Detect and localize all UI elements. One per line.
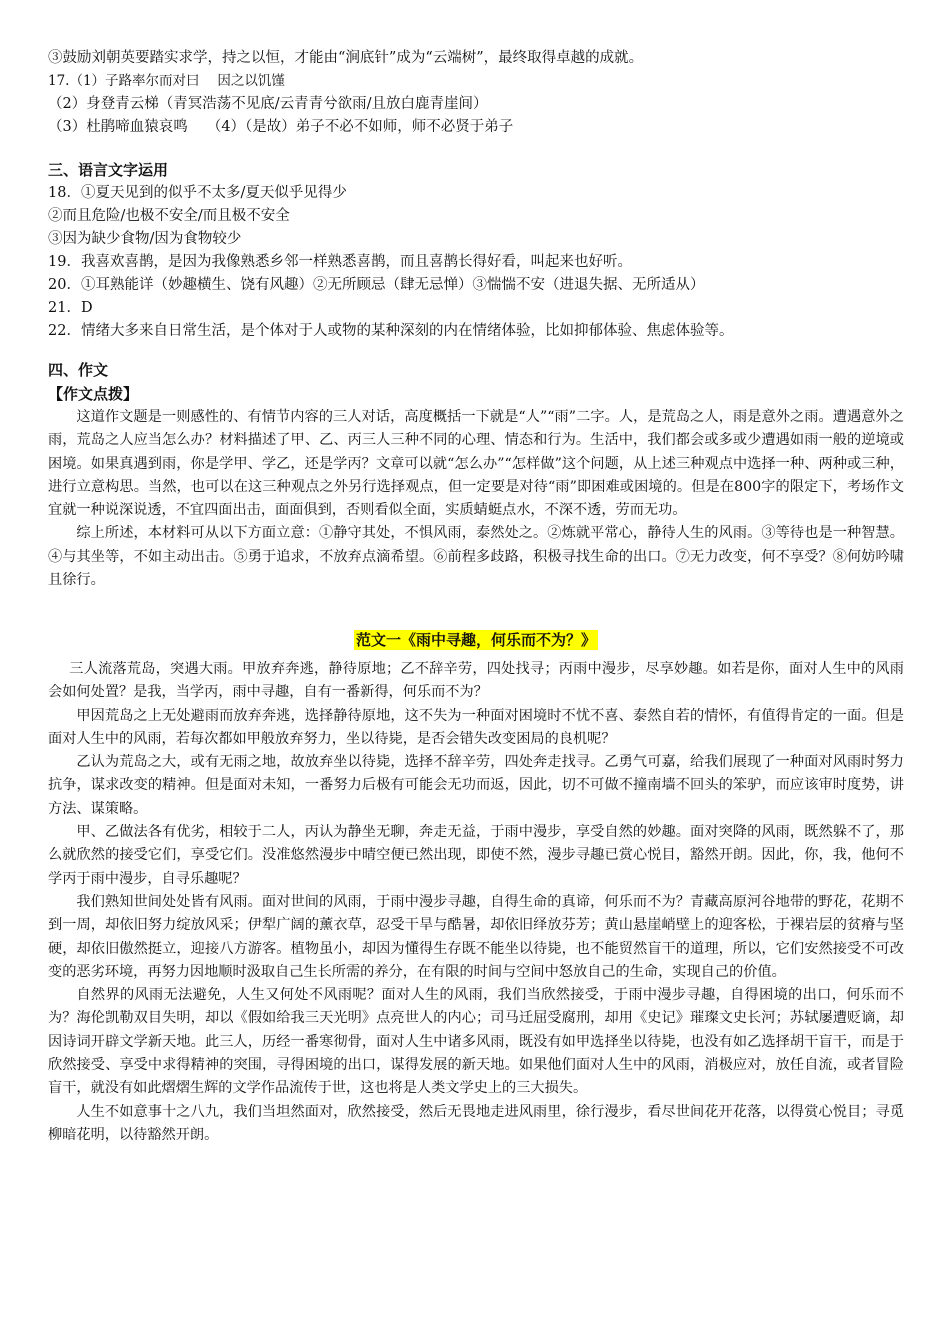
answer-line: ②而且危险/也极不安全/而且极不安全 bbox=[48, 208, 290, 224]
section-heading: 四、作文 bbox=[48, 361, 109, 379]
answer-block-top bbox=[48, 47, 904, 139]
text-line: 17.（1）子路率尔而对曰 因之以饥馑 bbox=[48, 73, 285, 89]
section-composition bbox=[48, 358, 904, 592]
answer-line: 18．①夏天见到的似乎不太多/夏天似乎见得少 bbox=[48, 185, 347, 201]
paragraph: 乙认为荒岛之大，或有无雨之地，故放弃坐以待毙，选择不辞辛劳，四处奔走找寻。乙勇气可嘉，给我们展现了一种面对风雨时努力抗争，谋求改变的精神。但是面对未知，一番努力后极有可能会无功而返，因此，切不可做不撞南墙不回头的笨驴，而应该审时度势，讲方法、谋策略。 bbox=[48, 754, 904, 817]
paragraph: 我们熟知世间处处皆有风雨。面对世间的风雨，于雨中漫步寻趣，自得生命的真谛，何乐而不为？青藏高原河谷地带的野花，花期不到一周，却依旧努力绽放风采；伊犁广阔的薰衣草，忍受干旱与酷暑，却依旧绎放芬芳；黄山悬崖峭壁上的迎客松，于裸岩层的贫瘠与坚硬，却依旧傲然挺立，迎接八方游客。植物虽小，却因为懂得生存既不能坐以待毙，也不能贸然盲干的道理，所以，它们安然接受不可改变的恶劣环境，再努力因地顺时汲取自己生长所需的养分，在有限的时间与空间中怒放自己的生命，实现自己的价值。 bbox=[48, 893, 904, 980]
answer-line: 19．我喜欢喜鹊，是因为我像熟悉乡邻一样熟悉喜鹊，而且喜鹊长得好看，叫起来也好听。 bbox=[48, 254, 632, 270]
section-heading: 三、语言文字运用 bbox=[48, 161, 169, 179]
paragraph: 人生不如意事十之八九，我们当坦然面对，欣然接受，然后无畏地走进风雨里，徐行漫步，看尽世间花开花落，以得赏心悦目；寻觅柳暗花明，以待豁然开朗。 bbox=[48, 1103, 904, 1143]
paragraph: 自然界的风雨无法避免，人生又何处不风雨呢？面对人生的风雨，我们当欣然接受，于雨中漫步寻趣，自得困境的出口，何乐而不为？海伦凯勒双目失明，却以《假如给我三天光明》点亮世人的内心；司马迁屈受腐刑，却用《史记》璀璨文史长河；苏轼屡遭贬谪，却因诗词开辟文学新天地。此三人，历经一番寒彻骨，面对人生中诸多风雨，既没有如甲选择坐以待毙，也没有如乙选择胡干盲干，而是于欣然接受、享受中求得精神的突围，寻得困境的出口，谋得发展的新天地。如果他们面对人生中的风雨，消极应对，放任自流，或者冒险盲干，就没有如此熠熠生辉的文学作品流传于世，这也将是人类文学史上的三大损失。 bbox=[48, 987, 904, 1097]
paragraph: 甲、乙做法各有优劣，相较于二人，丙认为静坐无聊，奔走无益，于雨中漫步，享受自然的妙趣。面对突降的风雨，既然躲不了，那么就欣然的接受它们，享受它们。没准悠然漫步中晴空便已然出现，即使不然，漫步寻趣已赏心悦目，豁然开朗。因此，你，我，他何不学丙于雨中漫步，自寻乐趣呢？ bbox=[48, 824, 904, 887]
sub-heading: 【作文点拨】 bbox=[48, 385, 139, 403]
sample-essay bbox=[48, 628, 904, 1147]
text-line: （2）身登青云梯（青冥浩荡不见底/云青青兮欲雨/且放白鹿青崖间） bbox=[48, 96, 488, 112]
answer-line: 20．①耳熟能详（妙趣横生、饶有风趣）②无所顾忌（肆无忌惮）③惴惴不安（进退失据、无所适从） bbox=[48, 277, 705, 293]
paragraph: 综上所述，本材料可从以下方面立意：①静守其处，不惧风雨，泰然处之。②炼就平常心，静待人生的风雨。③等待也是一种智慧。④与其坐等，不如主动出击。⑤勇于追求，不放弃点滴希望。⑥前程多歧路，积极寻找生命的出口。⑦无力改变，何不享受？⑧何妨吟啸且徐行。 bbox=[48, 525, 904, 589]
paragraph: 甲因荒岛之上无处避雨而放弃奔逃，选择静待原地，这不失为一种面对困境时不忧不喜、泰然自若的情怀，有值得肯定的一面。但是面对人生中的风雨，若每次都如甲般放弃努力，坐以待毙，是否会错失改变困局的良机呢？ bbox=[48, 707, 904, 747]
paragraph: 三人流落荒岛，突遇大雨。甲放弃奔逃，静待原地；乙不辞辛劳，四处找寻；丙雨中漫步，尽享妙趣。如若是你，面对人生中的风雨会如何处置？是我，当学丙，雨中寻趣，自有一番新得，何乐而不为？ bbox=[48, 661, 904, 701]
answer-line: 22．情绪大多来自日常生活，是个体对于人或物的某种深刻的内在情绪体验，比如抑郁体验、焦虑体验等。 bbox=[48, 323, 734, 339]
text-line: ③鼓励刘朝英要踏实求学，持之以恒，才能由“涧底针”成为“云端树”，最终取得卓越的成就。 bbox=[48, 50, 644, 66]
section-language-use bbox=[48, 158, 904, 343]
answer-line: ③因为缺少食物/因为食物较少 bbox=[48, 231, 242, 247]
paragraph: 这道作文题是一则感性的、有情节内容的三人对话，高度概括一下就是“人”“雨”二字。人，是荒岛之人，雨是意外之雨。遭遇意外之雨，荒岛之人应当怎么办？材料描述了甲、乙、丙三人三种不同的心理、情态和行为。生活中，我们都会或多或少遭遇如雨一般的逆境或困境。如果真遇到雨，你是学甲、学乙，还是学丙？文章可以就“怎么办”“怎样做”这个问题，从上述三种观点中选择一种、两种或三种，进行立意构思。当然，也可以在这三种观点之外另行选择观点，但一定要是对待“雨”即困难或困境的。但是在800字的限定下，考场作文宜就一种说深说透，不宜四面出击，面面俱到，否则看似全面，实质蜻蜓点水，不深不透，劳而无功。 bbox=[48, 409, 904, 519]
text-line: （3）杜鹃啼血猿哀鸣 （4）（是故）弟子不必不如师，师不必贤于弟子 bbox=[48, 119, 514, 135]
essay-title: 范文一《雨中寻趣，何乐而不为？》 bbox=[355, 631, 596, 649]
answer-line: 21．D bbox=[48, 300, 93, 316]
essay-title-row bbox=[48, 628, 904, 652]
